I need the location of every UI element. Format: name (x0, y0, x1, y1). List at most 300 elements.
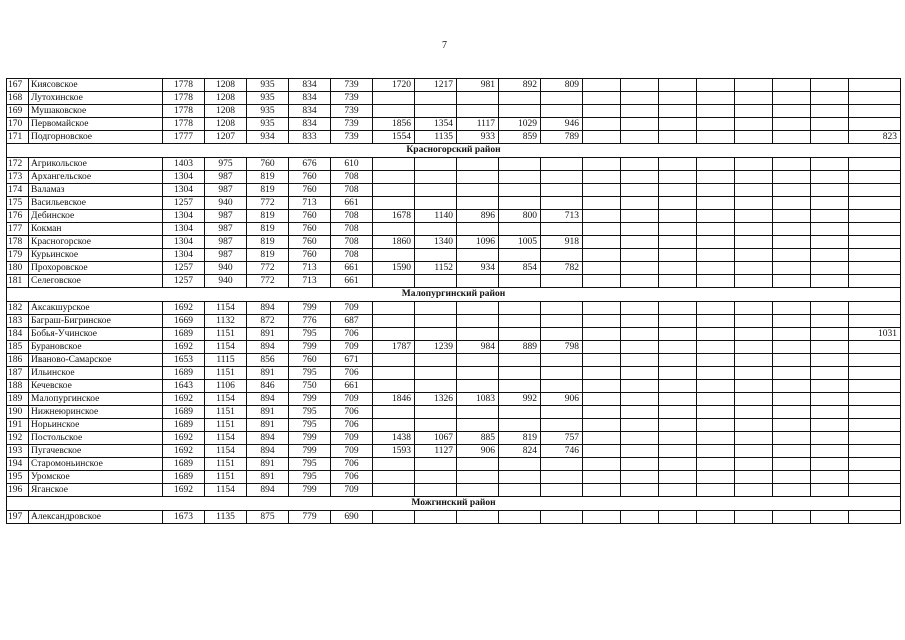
empty-cell (697, 158, 735, 171)
empty-cell (773, 262, 811, 275)
value-cell-b (373, 419, 415, 432)
value-cell-b (415, 328, 457, 341)
empty-cell (811, 367, 849, 380)
settlement-name: Старомоньинское (29, 458, 163, 471)
value-cell-extra (849, 92, 901, 105)
value-cell-a: 1304 (163, 210, 205, 223)
empty-cell (621, 393, 659, 406)
value-cell-a: 1154 (205, 445, 247, 458)
value-cell-a: 1208 (205, 79, 247, 92)
empty-cell (773, 92, 811, 105)
value-cell-a: 875 (247, 511, 289, 524)
empty-cell (735, 354, 773, 367)
value-cell-a: 1208 (205, 105, 247, 118)
value-cell-a: 795 (289, 406, 331, 419)
value-cell-b (457, 92, 499, 105)
empty-cell (773, 184, 811, 197)
value-cell-b (373, 105, 415, 118)
empty-cell (621, 184, 659, 197)
value-cell-b (457, 406, 499, 419)
empty-cell (773, 511, 811, 524)
value-cell-extra (849, 484, 901, 497)
value-cell-a: 1115 (205, 354, 247, 367)
value-cell-extra (849, 171, 901, 184)
value-cell-a: 709 (331, 432, 373, 445)
settlement-name: Бурановское (29, 341, 163, 354)
tariff-table (6, 78, 901, 524)
value-cell-b: 809 (541, 79, 583, 92)
empty-cell (697, 315, 735, 328)
empty-cell (773, 380, 811, 393)
empty-cell (659, 406, 697, 419)
empty-cell (659, 118, 697, 131)
empty-cell (621, 341, 659, 354)
value-cell-b: 1590 (373, 262, 415, 275)
value-cell-b: 1217 (415, 79, 457, 92)
empty-cell (659, 419, 697, 432)
empty-cell (621, 380, 659, 393)
value-cell-a: 1692 (163, 445, 205, 458)
empty-cell (697, 419, 735, 432)
empty-cell (811, 118, 849, 131)
table-row (7, 380, 901, 393)
value-cell-b: 1135 (415, 131, 457, 144)
value-cell-a: 940 (205, 275, 247, 288)
value-cell-a: 690 (331, 511, 373, 524)
value-cell-extra (849, 406, 901, 419)
value-cell-b: 819 (499, 432, 541, 445)
empty-cell (583, 210, 621, 223)
empty-cell (621, 197, 659, 210)
empty-cell (735, 406, 773, 419)
empty-cell (621, 223, 659, 236)
value-cell-a: 713 (289, 197, 331, 210)
row-number: 175 (7, 197, 29, 210)
value-cell-a: 987 (205, 236, 247, 249)
value-cell-a: 709 (331, 341, 373, 354)
value-cell-a: 1151 (205, 406, 247, 419)
empty-cell (659, 131, 697, 144)
empty-cell (811, 315, 849, 328)
value-cell-a: 935 (247, 118, 289, 131)
value-cell-b: 1340 (415, 236, 457, 249)
row-number: 193 (7, 445, 29, 458)
value-cell-a: 779 (289, 511, 331, 524)
value-cell-a: 708 (331, 184, 373, 197)
value-cell-a: 1154 (205, 302, 247, 315)
value-cell-a: 833 (289, 131, 331, 144)
value-cell-a: 795 (289, 328, 331, 341)
value-cell-b (457, 354, 499, 367)
value-cell-a: 760 (289, 184, 331, 197)
empty-cell (659, 210, 697, 223)
value-cell-a: 1653 (163, 354, 205, 367)
empty-cell (659, 511, 697, 524)
empty-cell (735, 184, 773, 197)
value-cell-b (499, 158, 541, 171)
value-cell-b: 885 (457, 432, 499, 445)
value-cell-b (373, 197, 415, 210)
value-cell-a: 856 (247, 354, 289, 367)
value-cell-a: 894 (247, 302, 289, 315)
table-row (7, 328, 901, 341)
value-cell-b (457, 419, 499, 432)
settlement-name: Красногорское (29, 236, 163, 249)
empty-cell (583, 354, 621, 367)
value-cell-b: 1593 (373, 445, 415, 458)
value-cell-b (457, 158, 499, 171)
row-number: 177 (7, 223, 29, 236)
value-cell-a: 760 (289, 249, 331, 262)
empty-cell (659, 471, 697, 484)
empty-cell (583, 171, 621, 184)
empty-cell (697, 341, 735, 354)
value-cell-b (457, 171, 499, 184)
value-cell-a: 799 (289, 302, 331, 315)
empty-cell (735, 367, 773, 380)
value-cell-b: 800 (499, 210, 541, 223)
empty-cell (811, 354, 849, 367)
value-cell-b: 746 (541, 445, 583, 458)
value-cell-b (499, 406, 541, 419)
value-cell-a: 795 (289, 367, 331, 380)
empty-cell (735, 432, 773, 445)
value-cell-a: 709 (331, 393, 373, 406)
value-cell-a: 795 (289, 419, 331, 432)
empty-cell (811, 328, 849, 341)
value-cell-extra (849, 393, 901, 406)
value-cell-b (457, 223, 499, 236)
empty-cell (621, 79, 659, 92)
value-cell-b (541, 197, 583, 210)
value-cell-b (541, 511, 583, 524)
empty-cell (811, 79, 849, 92)
value-cell-a: 891 (247, 458, 289, 471)
row-number: 178 (7, 236, 29, 249)
table-body (7, 79, 901, 524)
value-cell-a: 760 (247, 158, 289, 171)
value-cell-a: 975 (205, 158, 247, 171)
value-cell-a: 1208 (205, 92, 247, 105)
empty-cell (811, 158, 849, 171)
settlement-name: Иваново-Самарское (29, 354, 163, 367)
value-cell-a: 713 (289, 275, 331, 288)
empty-cell (659, 79, 697, 92)
empty-cell (811, 432, 849, 445)
value-cell-b: 1083 (457, 393, 499, 406)
empty-cell (697, 131, 735, 144)
empty-cell (659, 105, 697, 118)
empty-cell (621, 458, 659, 471)
empty-cell (697, 262, 735, 275)
empty-cell (773, 249, 811, 262)
value-cell-b: 934 (457, 262, 499, 275)
value-cell-extra (849, 471, 901, 484)
empty-cell (735, 210, 773, 223)
value-cell-b (415, 158, 457, 171)
value-cell-a: 739 (331, 92, 373, 105)
row-number: 197 (7, 511, 29, 524)
value-cell-a: 1151 (205, 458, 247, 471)
table-row (7, 197, 901, 210)
value-cell-b (457, 471, 499, 484)
value-cell-a: 891 (247, 328, 289, 341)
value-cell-b: 981 (457, 79, 499, 92)
empty-cell (773, 131, 811, 144)
row-number: 194 (7, 458, 29, 471)
empty-cell (735, 328, 773, 341)
empty-cell (735, 223, 773, 236)
value-cell-b: 1005 (499, 236, 541, 249)
value-cell-extra (849, 458, 901, 471)
value-cell-extra (849, 158, 901, 171)
empty-cell (621, 131, 659, 144)
value-cell-a: 799 (289, 393, 331, 406)
value-cell-b (373, 328, 415, 341)
value-cell-b (541, 367, 583, 380)
empty-cell (583, 79, 621, 92)
value-cell-b (499, 471, 541, 484)
value-cell-a: 987 (205, 184, 247, 197)
value-cell-a: 940 (205, 197, 247, 210)
table-row (7, 275, 901, 288)
value-cell-a: 687 (331, 315, 373, 328)
empty-cell (811, 249, 849, 262)
value-cell-a: 1689 (163, 458, 205, 471)
empty-cell (697, 380, 735, 393)
value-cell-a: 1692 (163, 432, 205, 445)
value-cell-b (499, 105, 541, 118)
value-cell-a: 706 (331, 458, 373, 471)
value-cell-b (499, 367, 541, 380)
empty-cell (735, 315, 773, 328)
value-cell-extra (849, 249, 901, 262)
value-cell-b (541, 249, 583, 262)
value-cell-b: 992 (499, 393, 541, 406)
value-cell-b: 798 (541, 341, 583, 354)
empty-cell (621, 171, 659, 184)
value-cell-b (415, 197, 457, 210)
value-cell-b (499, 275, 541, 288)
empty-cell (773, 484, 811, 497)
empty-cell (621, 105, 659, 118)
empty-cell (773, 393, 811, 406)
value-cell-b: 946 (541, 118, 583, 131)
value-cell-b (457, 315, 499, 328)
empty-cell (583, 118, 621, 131)
value-cell-extra (849, 445, 901, 458)
value-cell-a: 846 (247, 380, 289, 393)
value-cell-b (499, 328, 541, 341)
empty-cell (811, 262, 849, 275)
empty-cell (811, 380, 849, 393)
empty-cell (773, 354, 811, 367)
empty-cell (811, 406, 849, 419)
table-row (7, 406, 901, 419)
value-cell-a: 872 (247, 315, 289, 328)
empty-cell (659, 380, 697, 393)
value-cell-b (373, 223, 415, 236)
empty-cell (659, 92, 697, 105)
empty-cell (659, 262, 697, 275)
empty-cell (697, 354, 735, 367)
row-number: 179 (7, 249, 29, 262)
empty-cell (773, 432, 811, 445)
empty-cell (583, 184, 621, 197)
empty-cell (811, 236, 849, 249)
value-cell-extra (849, 380, 901, 393)
empty-cell (735, 380, 773, 393)
value-cell-a: 834 (289, 118, 331, 131)
empty-cell (621, 354, 659, 367)
value-cell-b (499, 223, 541, 236)
empty-cell (735, 79, 773, 92)
row-number: 184 (7, 328, 29, 341)
value-cell-a: 1777 (163, 131, 205, 144)
value-cell-a: 1669 (163, 315, 205, 328)
empty-cell (811, 210, 849, 223)
empty-cell (697, 484, 735, 497)
value-cell-a: 1643 (163, 380, 205, 393)
value-cell-a: 1132 (205, 315, 247, 328)
row-number: 169 (7, 105, 29, 118)
empty-cell (659, 197, 697, 210)
empty-cell (735, 484, 773, 497)
data-table-container (6, 78, 897, 524)
empty-cell (773, 302, 811, 315)
row-number: 180 (7, 262, 29, 275)
value-cell-a: 1151 (205, 471, 247, 484)
settlement-name: Уромское (29, 471, 163, 484)
value-cell-b (541, 158, 583, 171)
value-cell-a: 1257 (163, 197, 205, 210)
value-cell-extra (849, 118, 901, 131)
value-cell-a: 706 (331, 328, 373, 341)
value-cell-b (373, 484, 415, 497)
row-number: 174 (7, 184, 29, 197)
value-cell-a: 795 (289, 471, 331, 484)
empty-cell (621, 275, 659, 288)
value-cell-b: 854 (499, 262, 541, 275)
empty-cell (621, 249, 659, 262)
value-cell-b (499, 302, 541, 315)
value-cell-b: 1326 (415, 393, 457, 406)
empty-cell (659, 236, 697, 249)
empty-cell (697, 92, 735, 105)
empty-cell (583, 302, 621, 315)
empty-cell (659, 367, 697, 380)
value-cell-a: 708 (331, 171, 373, 184)
value-cell-b (499, 458, 541, 471)
empty-cell (697, 105, 735, 118)
value-cell-extra: 823 (849, 131, 901, 144)
value-cell-a: 1403 (163, 158, 205, 171)
table-row (7, 184, 901, 197)
value-cell-b (541, 92, 583, 105)
empty-cell (583, 328, 621, 341)
value-cell-b (457, 105, 499, 118)
value-cell-b (457, 380, 499, 393)
empty-cell (621, 419, 659, 432)
empty-cell (697, 328, 735, 341)
value-cell-b (415, 315, 457, 328)
value-cell-b (373, 511, 415, 524)
value-cell-b (415, 419, 457, 432)
settlement-name: Первомайское (29, 118, 163, 131)
row-number: 192 (7, 432, 29, 445)
value-cell-b: 782 (541, 262, 583, 275)
empty-cell (583, 406, 621, 419)
value-cell-b (373, 275, 415, 288)
value-cell-a: 1257 (163, 262, 205, 275)
settlement-name: Лутохинское (29, 92, 163, 105)
value-cell-b: 889 (499, 341, 541, 354)
table-row (7, 419, 901, 432)
settlement-name: Васильевское (29, 197, 163, 210)
value-cell-b (457, 484, 499, 497)
empty-cell (659, 484, 697, 497)
value-cell-a: 1692 (163, 341, 205, 354)
value-cell-b: 1127 (415, 445, 457, 458)
value-cell-a: 708 (331, 223, 373, 236)
value-cell-b (373, 458, 415, 471)
empty-cell (735, 393, 773, 406)
value-cell-a: 1692 (163, 302, 205, 315)
value-cell-a: 1689 (163, 328, 205, 341)
empty-cell (583, 158, 621, 171)
value-cell-a: 661 (331, 197, 373, 210)
value-cell-b (373, 171, 415, 184)
value-cell-b (499, 184, 541, 197)
value-cell-b: 1438 (373, 432, 415, 445)
empty-cell (621, 484, 659, 497)
empty-cell (621, 328, 659, 341)
value-cell-b (499, 380, 541, 393)
value-cell-a: 760 (289, 223, 331, 236)
section-title: Можгинский район (7, 497, 901, 511)
value-cell-extra (849, 367, 901, 380)
empty-cell (735, 341, 773, 354)
value-cell-extra (849, 302, 901, 315)
value-cell-a: 834 (289, 92, 331, 105)
page-number: 7 (442, 40, 447, 51)
value-cell-a: 661 (331, 380, 373, 393)
value-cell-a: 891 (247, 471, 289, 484)
value-cell-b: 1067 (415, 432, 457, 445)
value-cell-a: 894 (247, 341, 289, 354)
table-row (7, 393, 901, 406)
value-cell-a: 1778 (163, 92, 205, 105)
settlement-name: Архангельское (29, 171, 163, 184)
value-cell-a: 676 (289, 158, 331, 171)
value-cell-a: 1673 (163, 511, 205, 524)
value-cell-b (373, 184, 415, 197)
value-cell-a: 1304 (163, 223, 205, 236)
value-cell-b (373, 158, 415, 171)
empty-cell (583, 393, 621, 406)
settlement-name: Кечевское (29, 380, 163, 393)
value-cell-a: 1689 (163, 367, 205, 380)
value-cell-a: 1304 (163, 249, 205, 262)
empty-cell (697, 249, 735, 262)
empty-cell (773, 79, 811, 92)
value-cell-a: 1692 (163, 484, 205, 497)
empty-cell (811, 302, 849, 315)
empty-cell (735, 171, 773, 184)
table-row (7, 354, 901, 367)
value-cell-extra (849, 210, 901, 223)
value-cell-b: 1152 (415, 262, 457, 275)
